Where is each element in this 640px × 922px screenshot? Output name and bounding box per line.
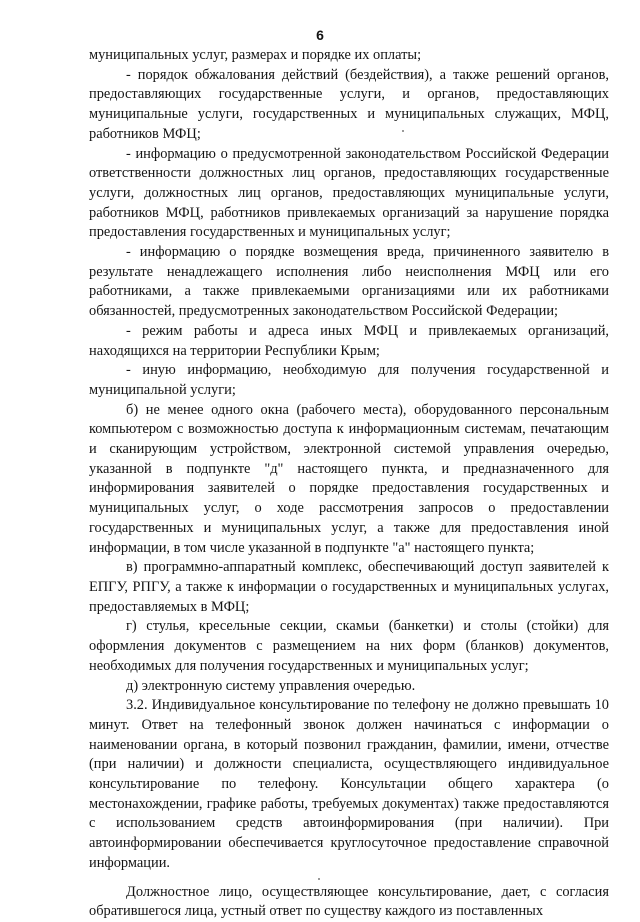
paragraph-item-d: д) электронную систему управления очередью. bbox=[126, 677, 416, 694]
scan-speck bbox=[402, 130, 404, 132]
paragraph-item-b: б) не менее одного окна (рабочего места), оборудованного персональным компьютером с возможностью доступа к информационным системам, печатающим и сканирующим устройством, электронной системой управления очередью, указанной в подпункте "д" настоящего пункта, и предназначенного для информирования заявителей о порядке предоставления государственных и муниципальных услуг, о ходе рассмотрения запросов о предоставлении государственных и муниципальных услуг, а также для предоставления иной информации, в том числе указанной в подпункте "а" настоящего пункта; bbox=[89, 401, 609, 556]
paragraph-appeal-procedure: - порядок обжалования действий (бездействия), а также решений органов, предоставляющих государственные услуги, и органов, предоставляющих муниципальные услуги, государственных и муниципальных служащих, МФЦ, работников МФЦ; bbox=[89, 66, 609, 142]
paragraph-section-3-2: 3.2. Индивидуальное консультирование по телефону не должно превышать 10 минут. Ответ на телефонный звонок должен начинаться с информации о наименовании органа, в который позвонил гражданин, фамилии, имени, отчестве (при наличии) и должности специалиста, осуществляющего индивидуальное консультирование по телефону. Консультации общего характера (о местонахождении, графике работы, требуемых документах) также предоставляются с использованием средств автоинформирования (при наличии). При автоинформировании обеспечивается круглосуточное предоставление справочной информации. bbox=[89, 697, 609, 871]
body-text bbox=[89, 46, 609, 922]
paragraph-item-g: г) стулья, кресельные секции, скамьи (банкетки) и столы (стойки) для оформления документов с размещением на них форм (бланков) документов, необходимых для получения государственных и муниципальных услуг; bbox=[89, 618, 609, 674]
scan-speck bbox=[318, 878, 320, 880]
paragraph-continuation: муниципальных услуг, размерах и порядке их оплаты; bbox=[89, 47, 422, 63]
paragraph-item-v: в) программно-аппаратный комплекс, обеспечивающий доступ заявителей к ЕПГУ, РПГУ, а также к информации о государственных и муниципальных услугах, предоставляемых в МФЦ; bbox=[89, 559, 609, 615]
page-number: 6 bbox=[316, 27, 324, 43]
paragraph-other-info: - иную информацию, необходимую для получения государственной и муниципальной услуги; bbox=[89, 362, 609, 398]
paragraph-liability-info: - информацию о предусмотренной законодательством Российской Федерации ответственности должностных лиц органов, предоставляющих государственные услуги, должностных лиц органов, предоставляющих муниципальные услуги, работников МФЦ, работников привлекаемых организаций за нарушение порядка предоставления государственных и муниципальных услуг; bbox=[89, 145, 609, 241]
paragraph-damage-compensation: - информацию о порядке возмещения вреда, причиненного заявителю в результате ненадлежащего исполнения либо неисполнения МФЦ или его работниками, а также привлекаемыми организациями или их работниками обязанностей, предусмотренных законодательством Российской Федерации; bbox=[89, 244, 609, 320]
paragraph-working-hours: - режим работы и адреса иных МФЦ и привлекаемых организаций, находящихся на территории Республики Крым; bbox=[89, 322, 609, 359]
paragraph-official-consulting: Должностное лицо, осуществляющее консультирование, дает, с согласия обратившегося лица, устный ответ по существу каждого из поставленных bbox=[89, 883, 609, 920]
